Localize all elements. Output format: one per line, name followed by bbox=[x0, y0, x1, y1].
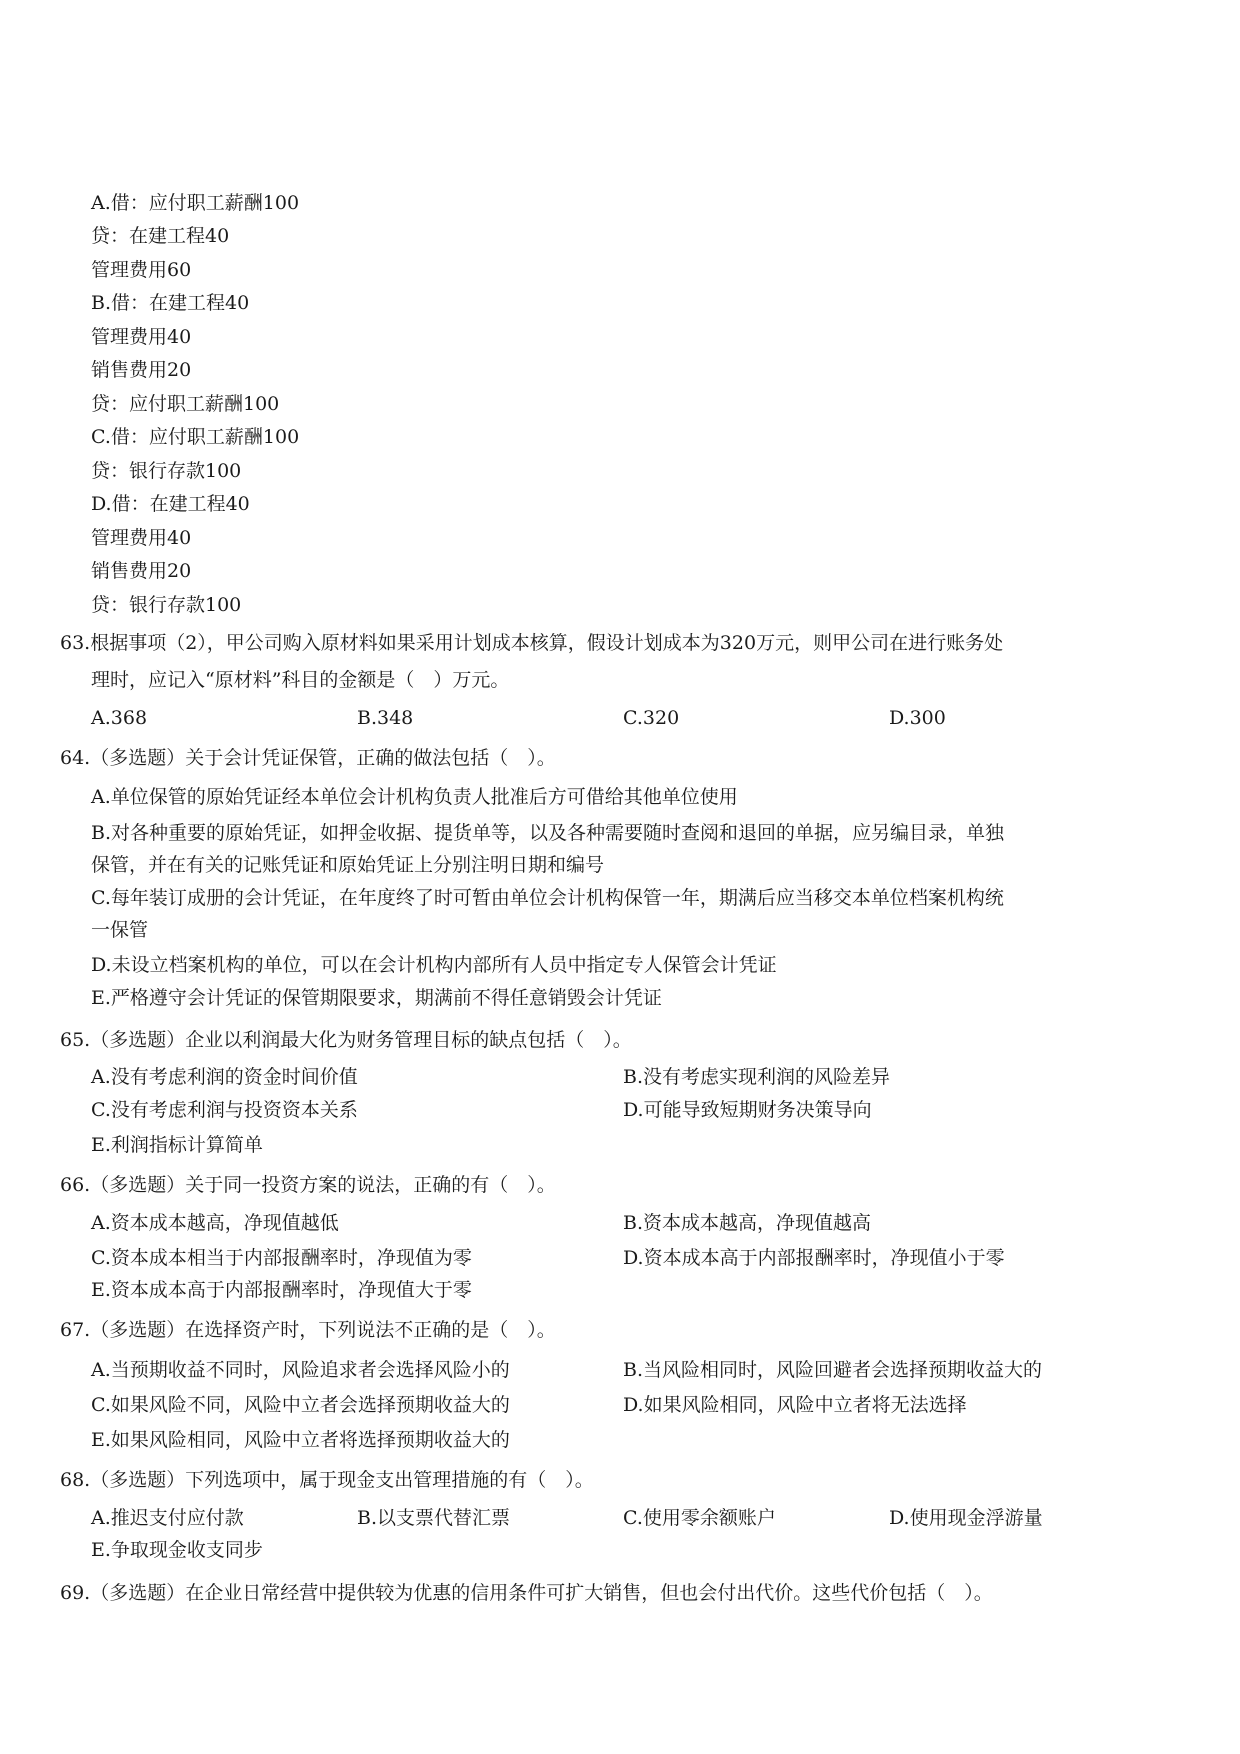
q64-option: C.每年装订成册的会计凭证，在年度终了时可暂由单位会计机构保管一年，期满后应当移交本单位档案机构统 bbox=[91, 887, 1004, 909]
q64-option: D.未设立档案机构的单位，可以在会计机构内部所有人员中指定专人保管会计凭证 bbox=[91, 954, 777, 976]
q64-option: 保管，并在有关的记账凭证和原始凭证上分别注明日期和编号 bbox=[91, 854, 605, 876]
q62-option-line: 贷：应付职工薪酬100 bbox=[91, 393, 280, 415]
q65-option: B.没有考虑实现利润的风险差异 bbox=[623, 1066, 891, 1088]
q62-option-line: 贷：在建工程40 bbox=[91, 225, 230, 247]
q62-option-line: 管理费用40 bbox=[91, 527, 192, 549]
q64-option: E.严格遵守会计凭证的保管期限要求，期满前不得任意销毁会计凭证 bbox=[91, 987, 662, 1009]
q63-option: C.320 bbox=[623, 707, 680, 729]
q62-option-line: 贷：银行存款100 bbox=[91, 594, 242, 616]
q67-option: E.如果风险相同，风险中立者将选择预期收益大的 bbox=[91, 1429, 510, 1451]
q64-option: A.单位保管的原始凭证经本单位会计机构负责人批准后方可借给其他单位使用 bbox=[91, 786, 738, 808]
q67-option: A.当预期收益不同时，风险追求者会选择风险小的 bbox=[91, 1359, 510, 1381]
q64-stem: 64.（多选题）关于会计凭证保管，正确的做法包括（ ）。 bbox=[60, 747, 556, 769]
q68-option: E.争取现金收支同步 bbox=[91, 1539, 263, 1561]
q62-option-line: 销售费用20 bbox=[91, 359, 192, 381]
q66-option: C.资本成本相当于内部报酬率时，净现值为零 bbox=[91, 1247, 472, 1269]
q65-option: C.没有考虑利润与投资资本关系 bbox=[91, 1099, 358, 1121]
q65-option: D.可能导致短期财务决策导向 bbox=[623, 1099, 872, 1121]
q66-option: D.资本成本高于内部报酬率时，净现值小于零 bbox=[623, 1247, 1005, 1269]
q68-stem: 68.（多选题）下列选项中，属于现金支出管理措施的有（ ）。 bbox=[60, 1469, 594, 1491]
q67-option: D.如果风险相同，风险中立者将无法选择 bbox=[623, 1394, 967, 1416]
q67-option: C.如果风险不同，风险中立者会选择预期收益大的 bbox=[91, 1394, 510, 1416]
q69-stem: 69.（多选题）在企业日常经营中提供较为优惠的信用条件可扩大销售，但也会付出代价。这些代价包括（ ）。 bbox=[60, 1582, 993, 1604]
q62-option-line: D.借：在建工程40 bbox=[91, 493, 250, 515]
q62-option-line: C.借：应付职工薪酬100 bbox=[91, 426, 300, 448]
q68-option: D.使用现金浮游量 bbox=[889, 1507, 1043, 1529]
q66-option: B.资本成本越高，净现值越高 bbox=[623, 1212, 872, 1234]
q67-stem: 67.（多选题）在选择资产时，下列说法不正确的是（ ）。 bbox=[60, 1319, 556, 1341]
q63-stem: 63.根据事项（2），甲公司购入原材料如果采用计划成本核算，假设计划成本为320万元，则甲公司在进行账务处 bbox=[60, 632, 1004, 654]
q65-stem: 65.（多选题）企业以利润最大化为财务管理目标的缺点包括（ ）。 bbox=[60, 1029, 632, 1051]
q65-option: E.利润指标计算简单 bbox=[91, 1134, 263, 1156]
q63-option: A.368 bbox=[91, 707, 148, 729]
q68-option: C.使用零余额账户 bbox=[623, 1507, 776, 1529]
q67-option: B.当风险相同时，风险回避者会选择预期收益大的 bbox=[623, 1359, 1043, 1381]
q64-option: 一保管 bbox=[91, 919, 149, 941]
q63-option: B.348 bbox=[357, 707, 414, 729]
q63-option: D.300 bbox=[889, 707, 946, 729]
q62-option-line: 销售费用20 bbox=[91, 560, 192, 582]
q66-stem: 66.（多选题）关于同一投资方案的说法，正确的有（ ）。 bbox=[60, 1174, 556, 1196]
q62-option-line: B.借：在建工程40 bbox=[91, 292, 250, 314]
q62-option-line: 管理费用60 bbox=[91, 259, 192, 281]
q62-option-line: 贷：银行存款100 bbox=[91, 460, 242, 482]
q62-option-line: A.借：应付职工薪酬100 bbox=[91, 192, 300, 214]
q63-stem: 理时，应记入“原材料”科目的金额是（ ）万元。 bbox=[91, 669, 510, 691]
q64-option: B.对各种重要的原始凭证，如押金收据、提货单等，以及各种需要随时查阅和退回的单据，应另编目录，单独 bbox=[91, 822, 1005, 844]
q66-option: A.资本成本越高，净现值越低 bbox=[91, 1212, 339, 1234]
q68-option: B.以支票代替汇票 bbox=[357, 1507, 511, 1529]
q62-option-line: 管理费用40 bbox=[91, 326, 192, 348]
q68-option: A.推迟支付应付款 bbox=[91, 1507, 244, 1529]
q66-option: E.资本成本高于内部报酬率时，净现值大于零 bbox=[91, 1279, 472, 1301]
q65-option: A.没有考虑利润的资金时间价值 bbox=[91, 1066, 358, 1088]
